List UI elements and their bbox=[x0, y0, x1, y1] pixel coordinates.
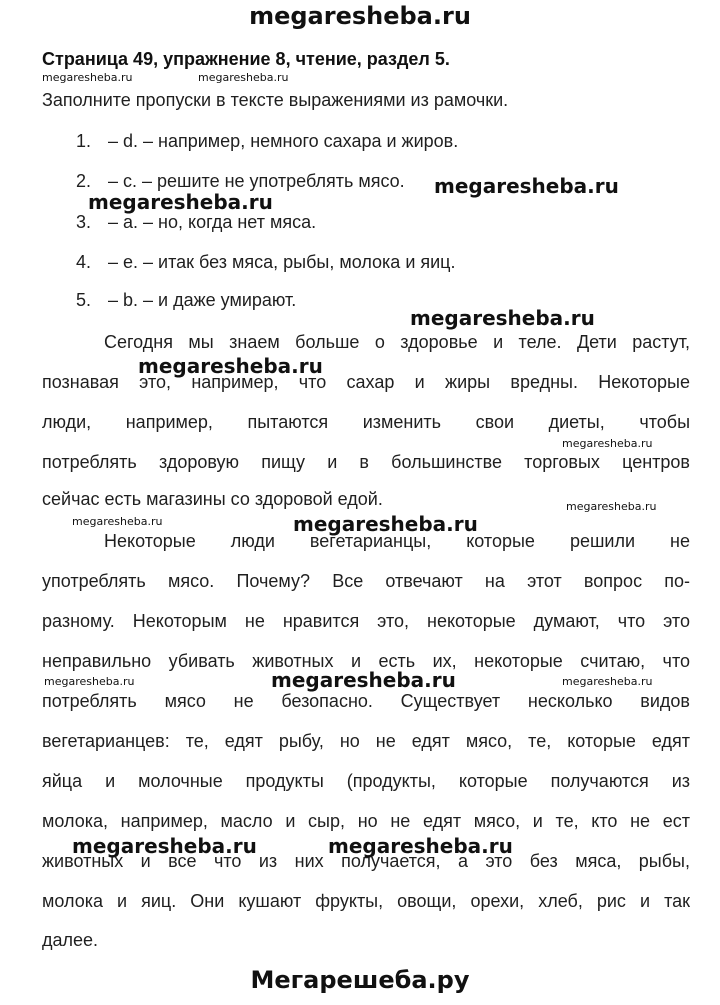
paragraph-line: потреблять здоровую пищу и в большинстве торговых центров bbox=[42, 452, 690, 472]
list-item-number: 3. bbox=[76, 212, 92, 232]
site-footer: Мегарешеба.ру bbox=[250, 966, 470, 994]
watermark: megaresheba.ru bbox=[328, 834, 513, 858]
watermark: megaresheba.ru bbox=[562, 437, 653, 450]
paragraph-line: разному. Некоторым не нравится это, некоторые думают, что это bbox=[42, 611, 690, 631]
watermark: megaresheba.ru bbox=[198, 71, 289, 84]
paragraph-line: молока и яиц. Они кушают фрукты, овощи, орехи, хлеб, рис и так bbox=[42, 891, 690, 911]
list-item-text: – a. – но, когда нет мяса. bbox=[108, 212, 317, 232]
list-item bbox=[76, 131, 458, 152]
paragraph-line: вегетарианцев: те, едят рыбу, но не едят мясо, те, которые едят bbox=[42, 731, 690, 751]
paragraph-line: молока, например, масло и сыр, но не едят мясо, и те, кто не ест bbox=[42, 811, 690, 831]
watermark: megaresheba.ru bbox=[562, 675, 653, 688]
paragraph-line: животных и все что из них получается, а это без мяса, рыбы, bbox=[42, 851, 690, 871]
watermark: megaresheba.ru bbox=[271, 668, 456, 692]
list-item bbox=[76, 212, 316, 233]
list-item-number: 2. bbox=[76, 171, 92, 191]
list-item-text: – c. – решите не употреблять мясо. bbox=[108, 171, 405, 191]
list-item bbox=[76, 171, 405, 192]
watermark: megaresheba.ru bbox=[410, 306, 595, 330]
list-item-text: – b. – и даже умирают. bbox=[108, 290, 297, 310]
paragraph-line: яйца и молочные продукты (продукты, которые получаются из bbox=[42, 771, 690, 791]
paragraph-line: познавая это, например, что сахар и жиры вредны. Некоторые bbox=[42, 372, 690, 392]
paragraph-line: сейчас есть магазины со здоровой едой. bbox=[42, 489, 383, 509]
paragraph-line: далее. bbox=[42, 930, 99, 950]
watermark: megaresheba.ru bbox=[88, 190, 273, 214]
paragraph-line: люди, например, пытаются изменить свои диеты, чтобы bbox=[42, 412, 690, 432]
watermark: megaresheba.ru bbox=[293, 512, 478, 536]
list-item bbox=[76, 252, 455, 273]
list-item-number: 4. bbox=[76, 252, 92, 272]
paragraph-line: Некоторые люди вегетарианцы, которые решили не bbox=[104, 531, 690, 551]
paragraph-line: употреблять мясо. Почему? Все отвечают на этот вопрос по- bbox=[42, 571, 690, 591]
watermark: megaresheba.ru bbox=[44, 675, 135, 688]
list-item-number: 5. bbox=[76, 290, 92, 310]
watermark: megaresheba.ru bbox=[72, 834, 257, 858]
paragraph-line: потреблять мясо не безопасно. Существует несколько видов bbox=[42, 691, 690, 711]
watermark: megaresheba.ru bbox=[566, 500, 657, 513]
page-heading: Страница 49, упражнение 8, чтение, раздел 5. bbox=[42, 49, 450, 69]
watermark: megaresheba.ru bbox=[72, 515, 163, 528]
paragraph-line: неправильно убивать животных и есть их, некоторые считаю, что bbox=[42, 651, 690, 671]
watermark: megaresheba.ru bbox=[138, 354, 323, 378]
site-header: megaresheba.ru bbox=[249, 2, 471, 30]
list-item-text: – d. – например, немного сахара и жиров. bbox=[108, 131, 459, 151]
list-item bbox=[76, 290, 296, 311]
watermark: megaresheba.ru bbox=[434, 174, 619, 198]
list-item-number: 1. bbox=[76, 131, 92, 151]
instruction: Заполните пропуски в тексте выражениями из рамочки. bbox=[42, 90, 509, 110]
paragraph-line: Сегодня мы знаем больше о здоровье и теле. Дети растут, bbox=[104, 332, 690, 352]
list-item-text: – e. – итак без мяса, рыбы, молока и яиц. bbox=[108, 252, 456, 272]
watermark: megaresheba.ru bbox=[42, 71, 133, 84]
